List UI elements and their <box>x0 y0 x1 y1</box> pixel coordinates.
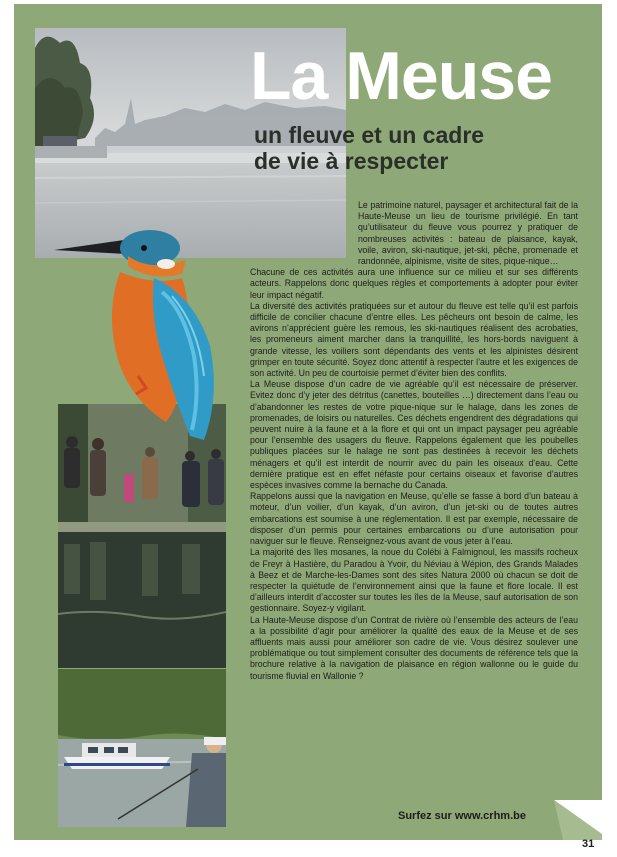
subtitle-line-2: de vie à respecter <box>254 148 449 174</box>
body-paragraph: Rappelons aussi que la navigation en Meuse, qu’elle se fasse à bord d’un bateau à moteur, d’un voilier, d’un kayak, d’un aviron, d’un jet-ski ou de toutes autres embarcations est soumise à une réglementation. Il est par exemple, nécessaire de disposer d’un permis pour certaines embarcations ou d’une autorisation pour naviguer sur le fleuve. Renseignez-vous avant de vous jeter à l’eau. <box>250 491 578 547</box>
body-paragraph: Le patrimoine naturel, paysager et architectural fait de la Haute-Meuse un lieu de tourisme privilégié. En tant qu’utilisateur du fleuve vous pourrez y pratiquer de nombreuses activités : bateau de plaisance, kayak, voile, aviron, ski-nautique, jet-ski, pêche, promenade et randonnée, alpinisme, visite de sites, pique-nique… <box>358 200 578 267</box>
page-corner-fold <box>554 800 602 840</box>
page-number: 31 <box>582 838 595 850</box>
website-link[interactable]: Surfez sur www.crhm.be <box>398 810 526 822</box>
boat-and-fisherman-photo <box>58 669 226 827</box>
body-paragraph: La diversité des activités pratiquées sur et autour du fleuve est telle qu’il est parfois difficile de concilier chacune d’entre elles. Les pêcheurs ont besoin de calme, les avirons n’apprécient guère les remous, les ski-nautiques réalisent des acrobaties, les promeneurs aiment marcher dans la tranquillité, les hors-bords naviguent à grande vitesse, les voiliers sont dépendants des vents et les alpinistes désirent grimper en toute sécurité. Soyez donc attentif à respecter l’autre et les exigences de son activité. Un peu de courtoisie permet d’éviter bien des conflits. <box>250 300 578 379</box>
body-paragraph: La Haute-Meuse dispose d’un Contrat de rivière où l’ensemble des acteurs de l’eau a la possibilité d’agir pour améliorer la qualité des eaux de la Meuse et de ses affluents mais aussi pour améliorer son cadre de vie. Vous désirez soulever une problématique ou tout simplement consulter des documents de référence tels que la brochure relative à la navigation de plaisance en région wallonne ou le guide du tourisme fluvial en Wallonie ? <box>250 614 578 681</box>
page-subtitle <box>254 122 484 174</box>
body-paragraph: La Meuse dispose d’un cadre de vie agréable qu’il est nécessaire de préserver. Evitez donc d’y jeter des détritus (canettes, bouteilles …) directement dans l’eau ou d’abandonner les restes de votre pique-nique sur le halage, dans les zones de promenades, de loisirs ou naturelles. Ces déchets engendrent des dégradations qui peuvent nuire à la faune et à la flore et qui ont un impact paysager peu agréable pour l’ensemble des usagers du fleuve. Rappelons également que les poubelles publiques placées sur le halage ne sont pas destinées à recevoir les déchets ménagers et qu’il est interdit de nourrir avec du pain les oiseaux d’eau. Cette dernière pratique est en effet néfaste pour certains oiseaux et favorise d’autres espèces invasives comme la bernache du Canada. <box>250 379 578 491</box>
kingfisher-illustration <box>54 226 234 446</box>
page-background <box>14 4 602 840</box>
page-title: La Meuse <box>250 38 552 114</box>
body-paragraph: Chacune de ces activités aura une influence sur ce milieu et sur ses différents acteurs. Rappelons donc quelques règles et comportements à adopter pour éviter leur impact négatif. <box>250 267 578 300</box>
subtitle-line-1: un fleuve et un cadre <box>254 122 485 148</box>
article-body <box>250 200 578 682</box>
body-paragraph: La majorité des îles mosanes, la noue du Colébi à Falmignoul, les massifs rocheux de Freyr à Hastière, du Paradou à Yvoir, du Néviau à Wépion, des Grands Malades à Beez et de Marche-les-Dames sont des sites Natura 2000 où chacun se doit de respecter la quiétude de l’environnement ainsi que la faune et flore locale. Il est d’ailleurs interdit d’accoster sur toutes les îles de la Meuse, sauf autorisation de son gestionnaire. Soyez-y vigilant. <box>250 547 578 614</box>
